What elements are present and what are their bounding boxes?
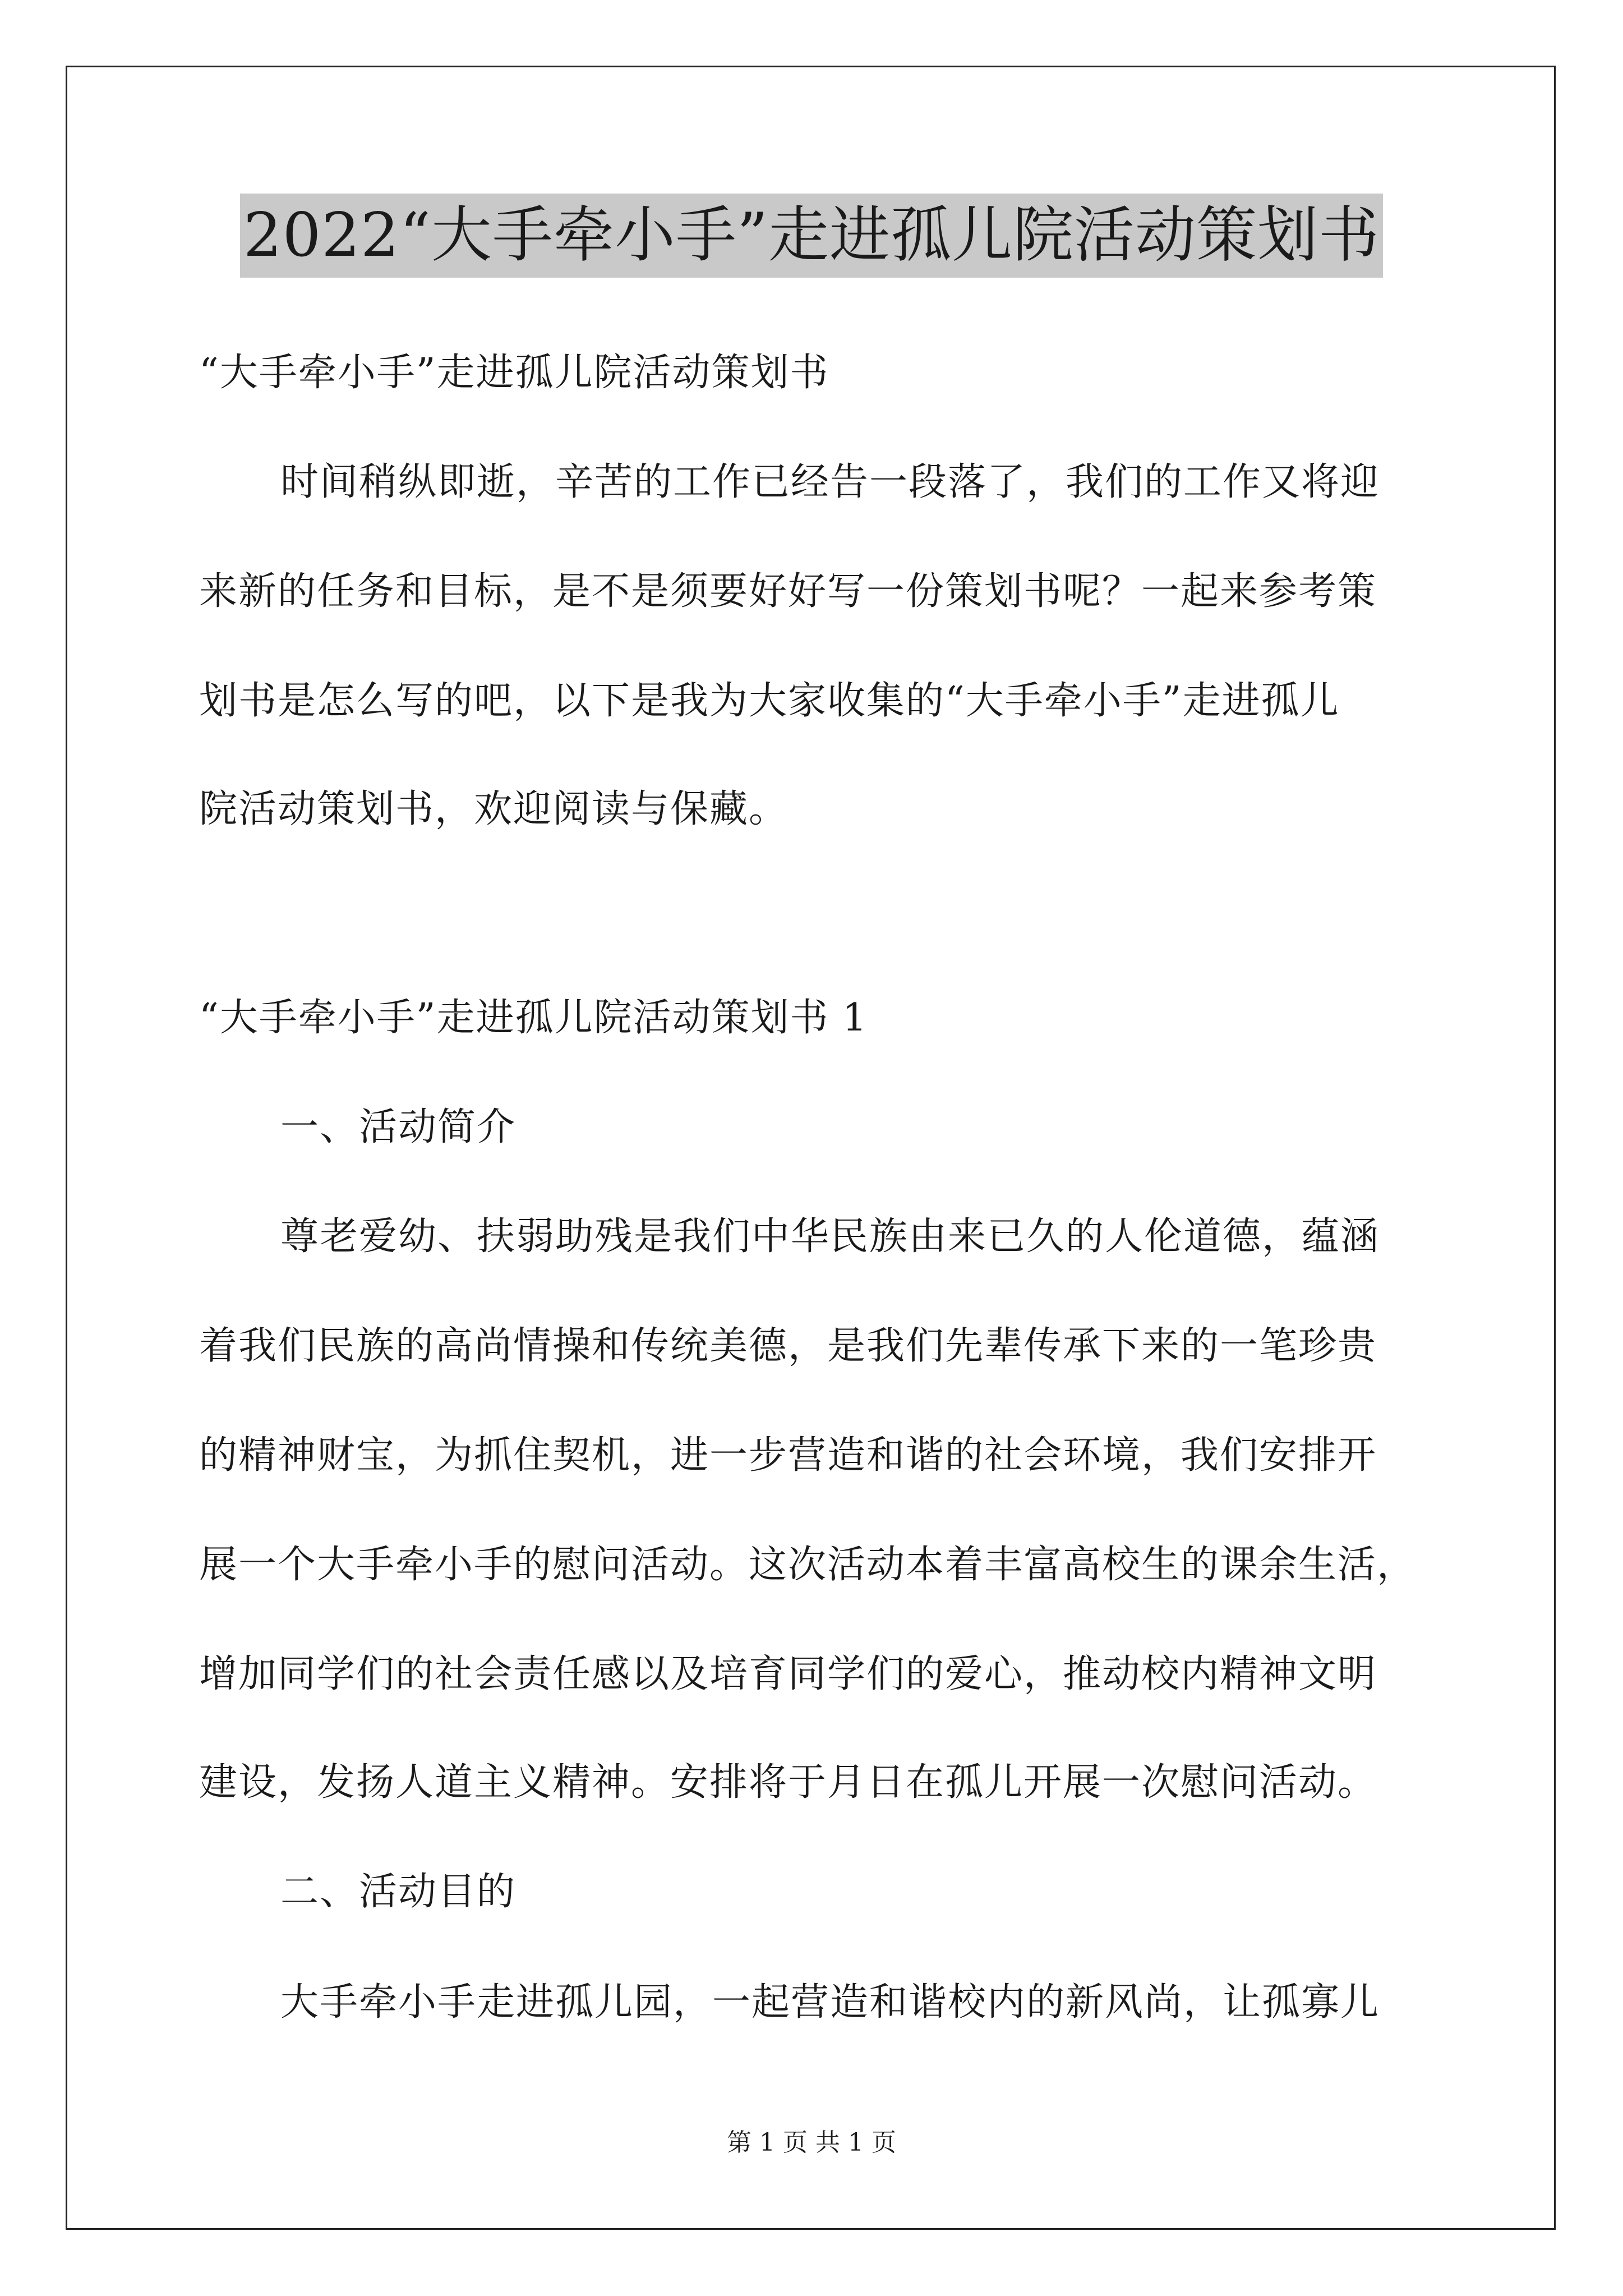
paragraph-line: 展一个大手牵小手的慰问活动。这次活动本着丰富高校生的课余生活， bbox=[199, 1543, 1417, 1587]
subsection-heading: 二、活动目的 bbox=[280, 1870, 517, 1914]
paragraph-line: 尊老爱幼、扶弱助残是我们中华民族由来已久的人伦道德，蕴涵 bbox=[280, 1214, 1380, 1259]
paragraph-line: 时间稍纵即逝，辛苦的工作已经告一段落了，我们的工作又将迎 bbox=[280, 460, 1380, 504]
page-footer: 第 1 页 共 1 页 bbox=[727, 2128, 896, 2157]
paragraph-line: 着我们民族的高尚情操和传统美德，是我们先辈传承下来的一笔珍贵 bbox=[199, 1324, 1377, 1368]
title-container bbox=[0, 194, 1623, 278]
paragraph-line: 大手牵小手走进孤儿园，一起营造和谐校内的新风尚，让孤寡儿 bbox=[280, 1980, 1380, 2024]
paragraph-line: 建设，发扬人道主义精神。安排将于月日在孤儿开展一次慰问活动。 bbox=[199, 1760, 1377, 1805]
subtitle-line: “大手牵小手”走进孤儿院活动策划书 bbox=[199, 351, 829, 395]
paragraph-line: 的精神财宝，为抓住契机，进一步营造和谐的社会环境，我们安排开 bbox=[199, 1433, 1377, 1478]
subsection-heading: 一、活动简介 bbox=[280, 1105, 517, 1149]
paragraph-line: 增加同学们的社会责任感以及培育同学们的爱心，推动校内精神文明 bbox=[199, 1652, 1377, 1696]
paragraph-line: 院活动策划书，欢迎阅读与保藏。 bbox=[199, 787, 789, 831]
paragraph-line: 来新的任务和目标，是不是须要好好写一份策划书呢？一起来参考策 bbox=[199, 569, 1377, 614]
paragraph-line: 划书是怎么写的吧，以下是我为大家收集的“大手牵小手”走进孤儿 bbox=[199, 679, 1340, 723]
document-title: 2022“大手牵小手”走进孤儿院活动策划书 bbox=[240, 194, 1383, 278]
section-heading: “大手牵小手”走进孤儿院活动策划书 1 bbox=[199, 996, 868, 1040]
